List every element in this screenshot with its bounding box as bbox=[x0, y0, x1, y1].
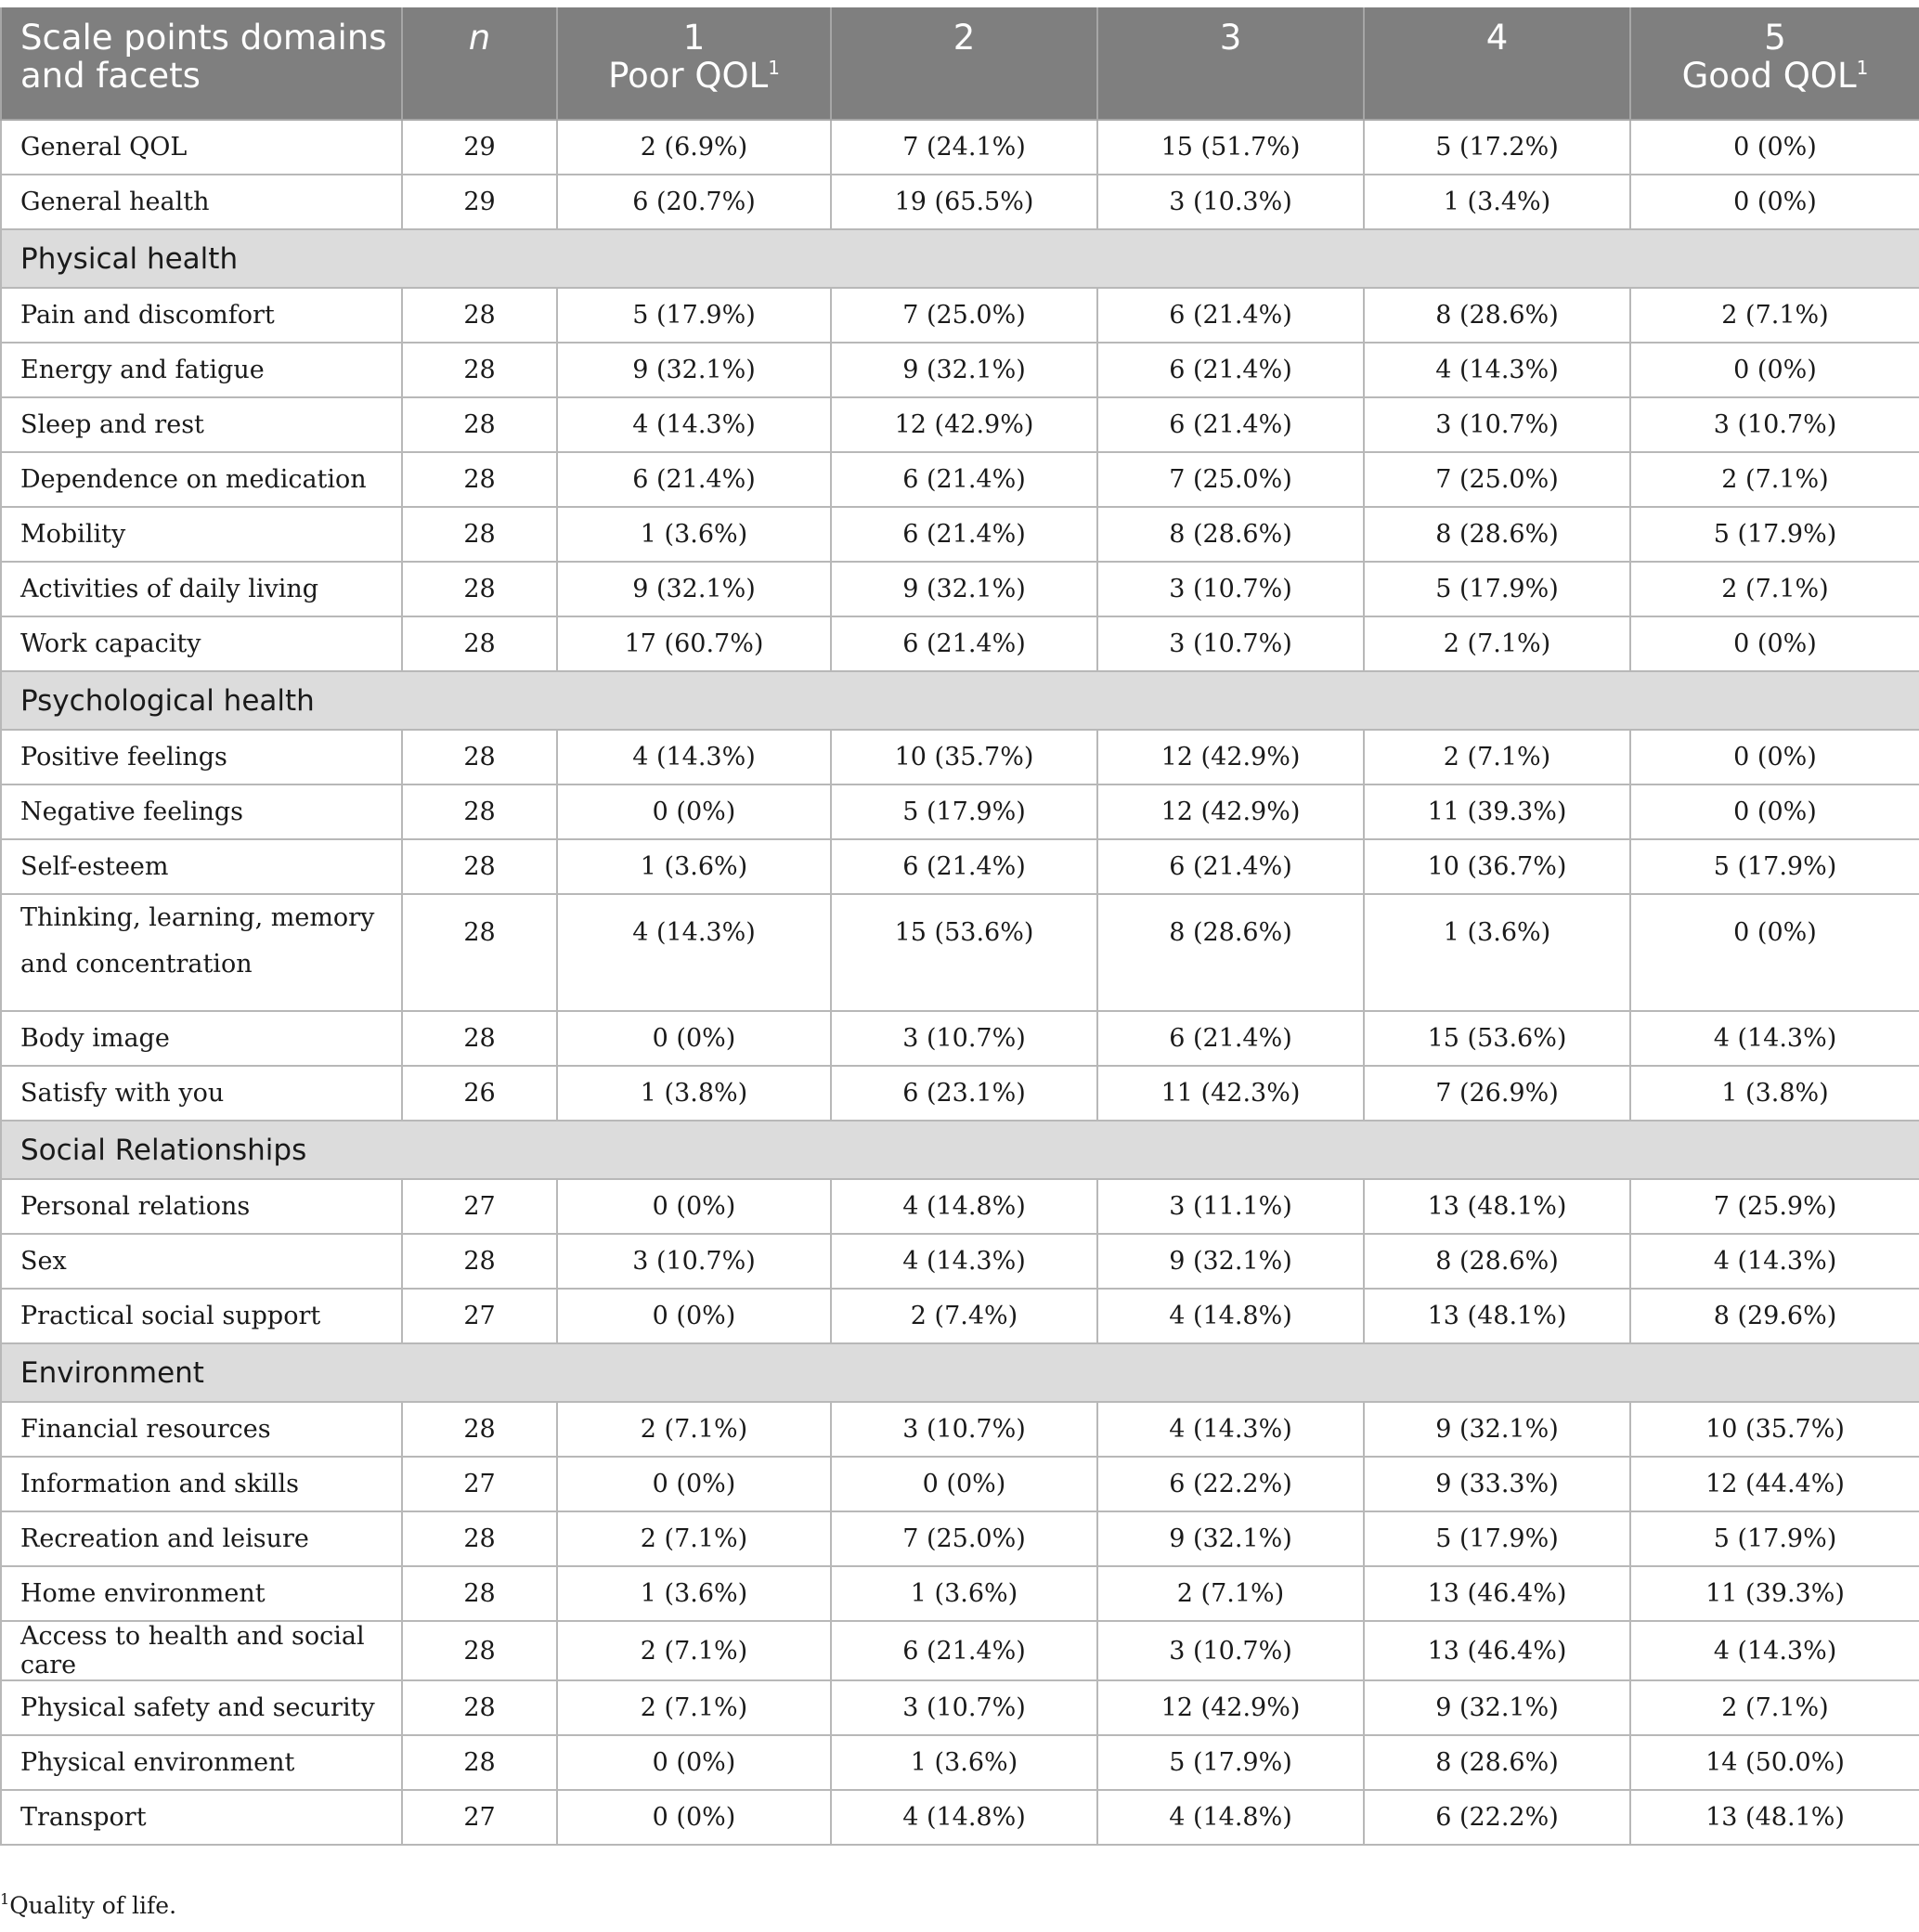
value-cell: 1 (3.6%) bbox=[831, 1735, 1097, 1790]
value-cell: 4 (14.3%) bbox=[1630, 1621, 1919, 1680]
facet-label: Mobility bbox=[1, 507, 402, 562]
table-row bbox=[1, 1621, 1919, 1680]
value-cell: 8 (28.6%) bbox=[1364, 1735, 1630, 1790]
value-cell: 0 (0%) bbox=[831, 1457, 1097, 1511]
value-cell: 1 (3.6%) bbox=[1364, 894, 1630, 1011]
value-cell: 4 (14.3%) bbox=[557, 894, 831, 1011]
value-cell: 6 (21.4%) bbox=[1097, 839, 1364, 894]
value-cell: 2 (7.1%) bbox=[1630, 452, 1919, 507]
header-label: 5 bbox=[1764, 18, 1786, 58]
value-cell: 11 (39.3%) bbox=[1364, 784, 1630, 839]
value-cell: 6 (21.4%) bbox=[831, 507, 1097, 562]
facet-label: Practical social support bbox=[1, 1289, 402, 1343]
value-cell: 12 (42.9%) bbox=[1097, 730, 1364, 784]
table-row bbox=[1, 1011, 1919, 1066]
value-cell: 9 (32.1%) bbox=[1097, 1234, 1364, 1289]
value-cell: 8 (28.6%) bbox=[1097, 894, 1364, 1011]
value-cell: 3 (10.7%) bbox=[831, 1680, 1097, 1735]
value-cell: 0 (0%) bbox=[557, 1011, 831, 1066]
header-label: 3 bbox=[1219, 18, 1242, 58]
footnote-marker: 1 bbox=[0, 1890, 10, 1908]
value-cell: 6 (20.7%) bbox=[557, 175, 831, 229]
table-row bbox=[1, 397, 1919, 452]
n-cell: 28 bbox=[402, 507, 557, 562]
value-cell: 9 (32.1%) bbox=[557, 343, 831, 397]
value-cell: 5 (17.9%) bbox=[1364, 562, 1630, 616]
n-cell: 28 bbox=[402, 1011, 557, 1066]
value-cell: 13 (46.4%) bbox=[1364, 1621, 1630, 1680]
value-cell: 2 (7.1%) bbox=[557, 1680, 831, 1735]
facet-label: Pain and discomfort bbox=[1, 288, 402, 343]
value-cell: 7 (25.9%) bbox=[1630, 1179, 1919, 1234]
header-label: n bbox=[468, 18, 491, 58]
facet-label: General QOL bbox=[1, 120, 402, 175]
value-cell: 15 (51.7%) bbox=[1097, 120, 1364, 175]
facet-label: Home environment bbox=[1, 1566, 402, 1621]
n-cell: 28 bbox=[402, 562, 557, 616]
n-cell: 28 bbox=[402, 343, 557, 397]
value-cell: 4 (14.3%) bbox=[1097, 1402, 1364, 1457]
value-cell: 9 (32.1%) bbox=[557, 562, 831, 616]
value-cell: 3 (10.7%) bbox=[1364, 397, 1630, 452]
table-row bbox=[1, 616, 1919, 671]
table-row bbox=[1, 507, 1919, 562]
facet-label: Personal relations bbox=[1, 1179, 402, 1234]
value-cell: 5 (17.9%) bbox=[557, 288, 831, 343]
value-cell: 0 (0%) bbox=[1630, 343, 1919, 397]
value-cell: 2 (6.9%) bbox=[557, 120, 831, 175]
value-cell: 6 (22.2%) bbox=[1364, 1790, 1630, 1845]
value-cell: 3 (11.1%) bbox=[1097, 1179, 1364, 1234]
section-row bbox=[1, 671, 1919, 730]
value-cell: 6 (21.4%) bbox=[1097, 288, 1364, 343]
table-row bbox=[1, 1566, 1919, 1621]
facet-label: Negative feelings bbox=[1, 784, 402, 839]
value-cell: 0 (0%) bbox=[1630, 120, 1919, 175]
header-cell bbox=[831, 7, 1097, 120]
n-cell: 28 bbox=[402, 894, 557, 1011]
table-row bbox=[1, 1234, 1919, 1289]
value-cell: 0 (0%) bbox=[1630, 784, 1919, 839]
value-cell: 0 (0%) bbox=[557, 1179, 831, 1234]
value-cell: 4 (14.3%) bbox=[831, 1234, 1097, 1289]
n-cell: 28 bbox=[402, 730, 557, 784]
value-cell: 7 (24.1%) bbox=[831, 120, 1097, 175]
value-cell: 12 (42.9%) bbox=[1097, 784, 1364, 839]
table-row bbox=[1, 175, 1919, 229]
table-row bbox=[1, 1402, 1919, 1457]
header-label: 2 bbox=[953, 18, 976, 58]
value-cell: 2 (7.1%) bbox=[1630, 1680, 1919, 1735]
n-cell: 28 bbox=[402, 452, 557, 507]
value-cell: 3 (10.7%) bbox=[1097, 562, 1364, 616]
value-cell: 3 (10.7%) bbox=[831, 1402, 1097, 1457]
value-cell: 0 (0%) bbox=[557, 1457, 831, 1511]
value-cell: 17 (60.7%) bbox=[557, 616, 831, 671]
n-cell: 28 bbox=[402, 616, 557, 671]
value-cell: 12 (42.9%) bbox=[1097, 1680, 1364, 1735]
table-row bbox=[1, 1457, 1919, 1511]
header-label: 4 bbox=[1485, 18, 1509, 58]
value-cell: 0 (0%) bbox=[557, 1735, 831, 1790]
facet-label: Satisfy with you bbox=[1, 1066, 402, 1121]
value-cell: 0 (0%) bbox=[1630, 894, 1919, 1011]
table-row bbox=[1, 1066, 1919, 1121]
n-cell: 27 bbox=[402, 1457, 557, 1511]
n-cell: 28 bbox=[402, 1680, 557, 1735]
value-cell: 4 (14.8%) bbox=[831, 1790, 1097, 1845]
value-cell: 2 (7.1%) bbox=[1364, 730, 1630, 784]
header-sublabel: Poor QOL bbox=[608, 56, 769, 96]
value-cell: 2 (7.1%) bbox=[1364, 616, 1630, 671]
header-cell bbox=[1630, 7, 1919, 120]
table-row bbox=[1, 1289, 1919, 1343]
value-cell: 0 (0%) bbox=[557, 784, 831, 839]
qol-table bbox=[0, 7, 1919, 1846]
value-cell: 13 (48.1%) bbox=[1364, 1179, 1630, 1234]
value-cell: 14 (50.0%) bbox=[1630, 1735, 1919, 1790]
value-cell: 5 (17.9%) bbox=[1364, 1511, 1630, 1566]
value-cell: 9 (33.3%) bbox=[1364, 1457, 1630, 1511]
value-cell: 15 (53.6%) bbox=[831, 894, 1097, 1011]
n-cell: 27 bbox=[402, 1289, 557, 1343]
section-row bbox=[1, 1121, 1919, 1179]
table-row bbox=[1, 1735, 1919, 1790]
table-row bbox=[1, 1680, 1919, 1735]
value-cell: 10 (35.7%) bbox=[1630, 1402, 1919, 1457]
value-cell: 6 (21.4%) bbox=[557, 452, 831, 507]
facet-label: Financial resources bbox=[1, 1402, 402, 1457]
value-cell: 13 (48.1%) bbox=[1364, 1289, 1630, 1343]
value-cell: 1 (3.4%) bbox=[1364, 175, 1630, 229]
value-cell: 4 (14.3%) bbox=[1364, 343, 1630, 397]
value-cell: 6 (21.4%) bbox=[831, 839, 1097, 894]
facet-label: Transport bbox=[1, 1790, 402, 1845]
value-cell: 13 (48.1%) bbox=[1630, 1790, 1919, 1845]
n-cell: 28 bbox=[402, 397, 557, 452]
value-cell: 0 (0%) bbox=[557, 1289, 831, 1343]
value-cell: 5 (17.9%) bbox=[1630, 507, 1919, 562]
facet-label: Sex bbox=[1, 1234, 402, 1289]
table-header bbox=[1, 7, 1919, 120]
value-cell: 6 (21.4%) bbox=[1097, 397, 1364, 452]
value-cell: 2 (7.1%) bbox=[557, 1621, 831, 1680]
n-cell: 27 bbox=[402, 1790, 557, 1845]
value-cell: 4 (14.8%) bbox=[1097, 1790, 1364, 1845]
value-cell: 0 (0%) bbox=[1630, 616, 1919, 671]
section-heading: Social Relationships bbox=[1, 1121, 1919, 1179]
value-cell: 6 (21.4%) bbox=[831, 452, 1097, 507]
value-cell: 5 (17.2%) bbox=[1364, 120, 1630, 175]
table-row bbox=[1, 288, 1919, 343]
value-cell: 9 (32.1%) bbox=[831, 343, 1097, 397]
value-cell: 5 (17.9%) bbox=[1630, 1511, 1919, 1566]
table-row bbox=[1, 894, 1919, 1011]
value-cell: 5 (17.9%) bbox=[831, 784, 1097, 839]
facet-label: Positive feelings bbox=[1, 730, 402, 784]
value-cell: 13 (46.4%) bbox=[1364, 1566, 1630, 1621]
value-cell: 6 (23.1%) bbox=[831, 1066, 1097, 1121]
header-cell bbox=[1, 7, 402, 120]
value-cell: 5 (17.9%) bbox=[1097, 1735, 1364, 1790]
value-cell: 7 (25.0%) bbox=[831, 1511, 1097, 1566]
header-cell bbox=[1097, 7, 1364, 120]
value-cell: 6 (21.4%) bbox=[1097, 1011, 1364, 1066]
value-cell: 1 (3.6%) bbox=[557, 839, 831, 894]
value-cell: 2 (7.1%) bbox=[1630, 562, 1919, 616]
facet-label: Work capacity bbox=[1, 616, 402, 671]
value-cell: 6 (21.4%) bbox=[831, 616, 1097, 671]
value-cell: 4 (14.8%) bbox=[1097, 1289, 1364, 1343]
value-cell: 8 (28.6%) bbox=[1097, 507, 1364, 562]
header-cell bbox=[557, 7, 831, 120]
section-heading: Environment bbox=[1, 1343, 1919, 1402]
facet-label: Activities of daily living bbox=[1, 562, 402, 616]
header-label: 1 bbox=[682, 18, 706, 58]
value-cell: 0 (0%) bbox=[1630, 175, 1919, 229]
value-cell: 1 (3.6%) bbox=[557, 1566, 831, 1621]
value-cell: 8 (28.6%) bbox=[1364, 507, 1630, 562]
facet-label: Information and skills bbox=[1, 1457, 402, 1511]
table-row bbox=[1, 1511, 1919, 1566]
n-cell: 27 bbox=[402, 1179, 557, 1234]
value-cell: 3 (10.7%) bbox=[1097, 616, 1364, 671]
value-cell: 2 (7.4%) bbox=[831, 1289, 1097, 1343]
value-cell: 5 (17.9%) bbox=[1630, 839, 1919, 894]
header-label: Scale points domains and facets bbox=[20, 18, 387, 96]
header-row bbox=[1, 7, 1919, 120]
value-cell: 6 (22.2%) bbox=[1097, 1457, 1364, 1511]
value-cell: 7 (26.9%) bbox=[1364, 1066, 1630, 1121]
facet-label: Body image bbox=[1, 1011, 402, 1066]
value-cell: 4 (14.8%) bbox=[831, 1179, 1097, 1234]
facet-label: Sleep and rest bbox=[1, 397, 402, 452]
value-cell: 9 (32.1%) bbox=[1097, 1511, 1364, 1566]
value-cell: 4 (14.3%) bbox=[557, 730, 831, 784]
value-cell: 9 (32.1%) bbox=[1364, 1402, 1630, 1457]
value-cell: 7 (25.0%) bbox=[1364, 452, 1630, 507]
value-cell: 3 (10.7%) bbox=[1630, 397, 1919, 452]
table-row bbox=[1, 730, 1919, 784]
value-cell: 1 (3.8%) bbox=[557, 1066, 831, 1121]
value-cell: 0 (0%) bbox=[557, 1790, 831, 1845]
table-row bbox=[1, 1790, 1919, 1845]
value-cell: 10 (35.7%) bbox=[831, 730, 1097, 784]
value-cell: 7 (25.0%) bbox=[831, 288, 1097, 343]
value-cell: 11 (42.3%) bbox=[1097, 1066, 1364, 1121]
value-cell: 11 (39.3%) bbox=[1630, 1566, 1919, 1621]
value-cell: 7 (25.0%) bbox=[1097, 452, 1364, 507]
value-cell: 15 (53.6%) bbox=[1364, 1011, 1630, 1066]
value-cell: 4 (14.3%) bbox=[1630, 1234, 1919, 1289]
facet-label: Energy and fatigue bbox=[1, 343, 402, 397]
facet-label: General health bbox=[1, 175, 402, 229]
value-cell: 9 (32.1%) bbox=[831, 562, 1097, 616]
n-cell: 28 bbox=[402, 1621, 557, 1680]
section-row bbox=[1, 229, 1919, 288]
value-cell: 3 (10.3%) bbox=[1097, 175, 1364, 229]
table-row bbox=[1, 343, 1919, 397]
n-cell: 28 bbox=[402, 839, 557, 894]
table-row bbox=[1, 839, 1919, 894]
value-cell: 6 (21.4%) bbox=[1097, 343, 1364, 397]
section-heading: Physical health bbox=[1, 229, 1919, 288]
n-cell: 28 bbox=[402, 1402, 557, 1457]
value-cell: 12 (44.4%) bbox=[1630, 1457, 1919, 1511]
facet-label: Access to health and social care bbox=[1, 1621, 402, 1680]
value-cell: 4 (14.3%) bbox=[1630, 1011, 1919, 1066]
value-cell: 10 (36.7%) bbox=[1364, 839, 1630, 894]
value-cell: 2 (7.1%) bbox=[557, 1402, 831, 1457]
table-row bbox=[1, 1179, 1919, 1234]
value-cell: 4 (14.3%) bbox=[557, 397, 831, 452]
value-cell: 19 (65.5%) bbox=[831, 175, 1097, 229]
value-cell: 3 (10.7%) bbox=[557, 1234, 831, 1289]
footnote-text: Quality of life. bbox=[9, 1892, 177, 1919]
value-cell: 1 (3.6%) bbox=[831, 1566, 1097, 1621]
value-cell: 12 (42.9%) bbox=[831, 397, 1097, 452]
n-cell: 29 bbox=[402, 175, 557, 229]
section-row bbox=[1, 1343, 1919, 1402]
n-cell: 28 bbox=[402, 1566, 557, 1621]
value-cell: 9 (32.1%) bbox=[1364, 1680, 1630, 1735]
table-row bbox=[1, 562, 1919, 616]
value-cell: 8 (28.6%) bbox=[1364, 1234, 1630, 1289]
footnote bbox=[0, 1892, 176, 1919]
table-body bbox=[1, 120, 1919, 1845]
section-heading: Psychological health bbox=[1, 671, 1919, 730]
footnote-ref: 1 bbox=[1856, 57, 1869, 79]
table-row bbox=[1, 120, 1919, 175]
facet-label: Physical environment bbox=[1, 1735, 402, 1790]
value-cell: 8 (29.6%) bbox=[1630, 1289, 1919, 1343]
value-cell: 3 (10.7%) bbox=[831, 1011, 1097, 1066]
value-cell: 1 (3.8%) bbox=[1630, 1066, 1919, 1121]
facet-label: Self-esteem bbox=[1, 839, 402, 894]
n-cell: 26 bbox=[402, 1066, 557, 1121]
value-cell: 1 (3.6%) bbox=[557, 507, 831, 562]
value-cell: 3 (10.7%) bbox=[1097, 1621, 1364, 1680]
n-cell: 28 bbox=[402, 1511, 557, 1566]
n-cell: 28 bbox=[402, 1735, 557, 1790]
n-cell: 29 bbox=[402, 120, 557, 175]
value-cell: 2 (7.1%) bbox=[1630, 288, 1919, 343]
table-row bbox=[1, 452, 1919, 507]
table-row bbox=[1, 784, 1919, 839]
value-cell: 8 (28.6%) bbox=[1364, 288, 1630, 343]
n-cell: 28 bbox=[402, 784, 557, 839]
value-cell: 0 (0%) bbox=[1630, 730, 1919, 784]
footnote-ref: 1 bbox=[768, 57, 780, 79]
facet-label: Dependence on medication bbox=[1, 452, 402, 507]
value-cell: 2 (7.1%) bbox=[557, 1511, 831, 1566]
value-cell: 2 (7.1%) bbox=[1097, 1566, 1364, 1621]
facet-label: Physical safety and security bbox=[1, 1680, 402, 1735]
n-cell: 28 bbox=[402, 1234, 557, 1289]
n-cell: 28 bbox=[402, 288, 557, 343]
value-cell: 6 (21.4%) bbox=[831, 1621, 1097, 1680]
header-sublabel: Good QOL bbox=[1681, 56, 1857, 96]
qol-table-container bbox=[0, 7, 1919, 1846]
facet-label: Thinking, learning, memory and concentration bbox=[1, 894, 402, 1011]
facet-label: Recreation and leisure bbox=[1, 1511, 402, 1566]
header-cell bbox=[1364, 7, 1630, 120]
header-cell bbox=[402, 7, 557, 120]
